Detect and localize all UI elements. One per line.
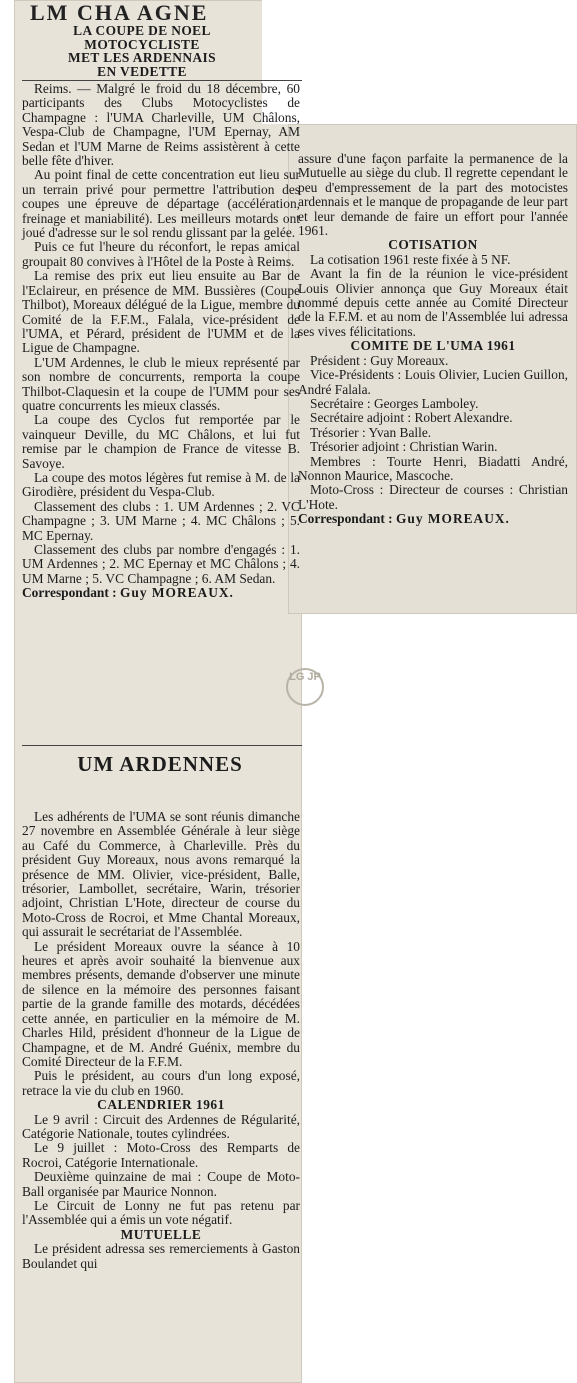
article-um-ardennes — [22, 810, 300, 1271]
masthead: LM CHA AGNE — [30, 0, 209, 25]
article-assemblee-continued — [298, 152, 568, 527]
comite-line: Moto-Cross : Directeur de courses : Christian L'Hote. — [298, 482, 568, 512]
comite-line: Trésorier adjoint : Christian Warin. — [310, 439, 498, 455]
correspondent-label: Correspondant : — [298, 511, 393, 527]
headline-line-3: MET LES ARDENNAIS — [68, 50, 216, 66]
comite-line: Secrétaire adjoint : Robert Alexandre. — [310, 410, 513, 426]
paragraph: Les adhérents de l'UMA se sont réunis dimanche 27 novembre en Assemblée Générale à leur siège au Café du Commerce, à Charleville. Près du président Guy Moreaux, nous avons remarqué la présence de MM. Olivier, vice-président, Balle, trésorier, Lambollet, secrétaire, Warin, trésorier adjoint, Christian L'Hote, directeur de course du Moto-Cross de Rocroi, et Mme Chantal Moreaux, qui assurait le secrétariat de l'Assemblée. — [22, 809, 300, 940]
paragraph: Classement des clubs par nombre d'engagés : 1. UM Ardennes ; 2. MC Epernay et MC Châlons ; 4. UM Marne ; 5. VC Champagne ; 6. AM Sedan. — [22, 542, 300, 586]
paragraph: Le 9 juillet : Moto-Cross des Remparts de Rocroi, Catégorie Internationale. — [22, 1140, 300, 1170]
article-coupe-de-noel — [22, 82, 300, 601]
paragraph: Avant la fin de la réunion le vice-président Louis Olivier annonça que Guy Moreaux était nommé depuis cette année au Comité Directeur de la F.F.M. et au nom de l'Assemblée lui adressa ses vives félicitations. — [298, 266, 568, 339]
paragraph: Le président adressa ses remerciements à Gaston Boulandet qui — [22, 1241, 300, 1271]
paragraph: Classement des clubs : 1. UM Ardennes ; 2. VC Champagne ; 3. UM Marne ; 4. MC Châlons ; 5. MC Epernay. — [22, 498, 300, 543]
paragraph: Reims. — Malgré le froid du 18 décembre, 60 participants des Clubs Motocyclistes de Champagne : l'UMA Charleville, UM Châlons, Vespa-Club de Champagne, l'UM Epernay, AM Sedan et l'UM Marne de Reims assistèrent à cette belle fête d'hiver. — [22, 81, 300, 169]
paragraph: Le président Moreaux ouvre la séance à 10 heures et après avoir souhaité la bienvenue aux membres présents, demande d'observer une minute de silence en la mémoire des personnes faisant partie de la grande famille des motards, décédées cette année, en particulier en la mémoire de M. Charles Hild, président d'honneur de la Ligue de Champagne, et de M. André Guénix, membre du Comité Directeur de la F.F.M. — [22, 938, 300, 1069]
paragraph: La remise des prix eut lieu ensuite au Bar de l'Eclaireur, en présence de MM. Bussières (Coupe Thilbot), Moreaux délégué de la Ligue, membre du Comité de la F.F.M., Falala, vice-président de l'UMA, et Pérard, président de l'UMM et de la Ligue de Champagne. — [22, 268, 300, 356]
comite-line: Président : Guy Moreaux. — [310, 352, 449, 368]
paragraph: La coupe des Cyclos fut remportée par le vainqueur Deville, du MC Châlons, et lui fut remise par le champion de France de vitesse B. Savoye. — [22, 412, 300, 471]
section-divider — [22, 745, 302, 746]
comite-line: Secrétaire : Georges Lamboley. — [310, 395, 479, 411]
section-heading-cotisation: COTISATION — [388, 237, 478, 253]
comite-line: Vice-Présidents : Louis Olivier, Lucien Guillon, André Falala. — [298, 367, 568, 397]
comite-line: Membres : Tourte Henri, Biadatti André, Nonnon Maurice, Mascoche. — [298, 453, 568, 483]
headline-line-1: LA COUPE DE NOEL — [73, 23, 211, 38]
section-heading-mutuelle: MUTUELLE — [120, 1226, 202, 1242]
paragraph: Puis le président, au cours d'un long exposé, retrace la vie du club en 1960. — [22, 1068, 300, 1098]
paragraph: Au point final de cette concentration eut lieu sur un terrain privé pour permettre l'attribution des coupes une épreuve de départage (accélération, freinage et maniabilité). Les meilleurs motards ont joué d'adresse sur le sol rendu glissant par la gelée. — [22, 167, 300, 241]
section-heading-calendrier: CALENDRIER 1961 — [97, 1097, 225, 1113]
paragraph: Le Circuit de Lonny ne fut pas retenu par l'Assemblée qui a émis un vote négatif. — [22, 1197, 300, 1228]
correspondent-name: Guy MOREAUX. — [119, 585, 234, 601]
blank-area — [262, 0, 577, 124]
headline-line-2: MOTOCYCLISTE — [84, 36, 200, 52]
paragraph: Puis ce fut l'heure du réconfort, le repas amical groupait 80 convives à l'Hôtel de la Poste à Reims. — [22, 239, 300, 269]
correspondent-line — [22, 586, 300, 600]
paragraph: assure d'une façon parfaite la permanence de la Mutuelle au siège du club. Il regrette cependant le peu d'empressement de la part des motocistes ardennais et le manque de propagande de leur part et leur demande de faire un effort pour l'année 1961. — [298, 151, 568, 239]
paragraph: La cotisation 1961 reste fixée à 5 NF. — [310, 251, 511, 267]
headline — [22, 24, 262, 78]
correspondent-label: Correspondant : — [22, 585, 117, 601]
headline-line-4: EN VEDETTE — [97, 63, 187, 79]
paragraph: L'UM Ardennes, le club le mieux représenté par son nombre de concurrents, remporta la coupe Thilbot-Claquesin et la coupe de l'UMM pour ses quatre concurrents les mieux classés. — [22, 354, 300, 413]
correspondent-name: Guy MOREAUX. — [395, 511, 510, 527]
paragraph: La coupe des motos légères fut remise à M. de la Girodière, président du Vespa-Club. — [22, 469, 300, 500]
watermark-stamp: LG JP — [286, 668, 324, 706]
comite-line: Trésorier : Yvan Balle. — [310, 424, 432, 440]
paragraph: Le 9 avril : Circuit des Ardennes de Régularité, Catégorie Nationale, toutes cylindrées. — [22, 1111, 300, 1141]
section-heading-comite: COMITE DE L'UMA 1961 — [350, 338, 516, 354]
correspondent-line — [298, 512, 568, 526]
article-title-um-ardennes: UM ARDENNES — [77, 752, 243, 776]
paragraph: Deuxième quinzaine de mai : Coupe de Moto-Ball organisée par Maurice Nonnon. — [22, 1169, 300, 1199]
